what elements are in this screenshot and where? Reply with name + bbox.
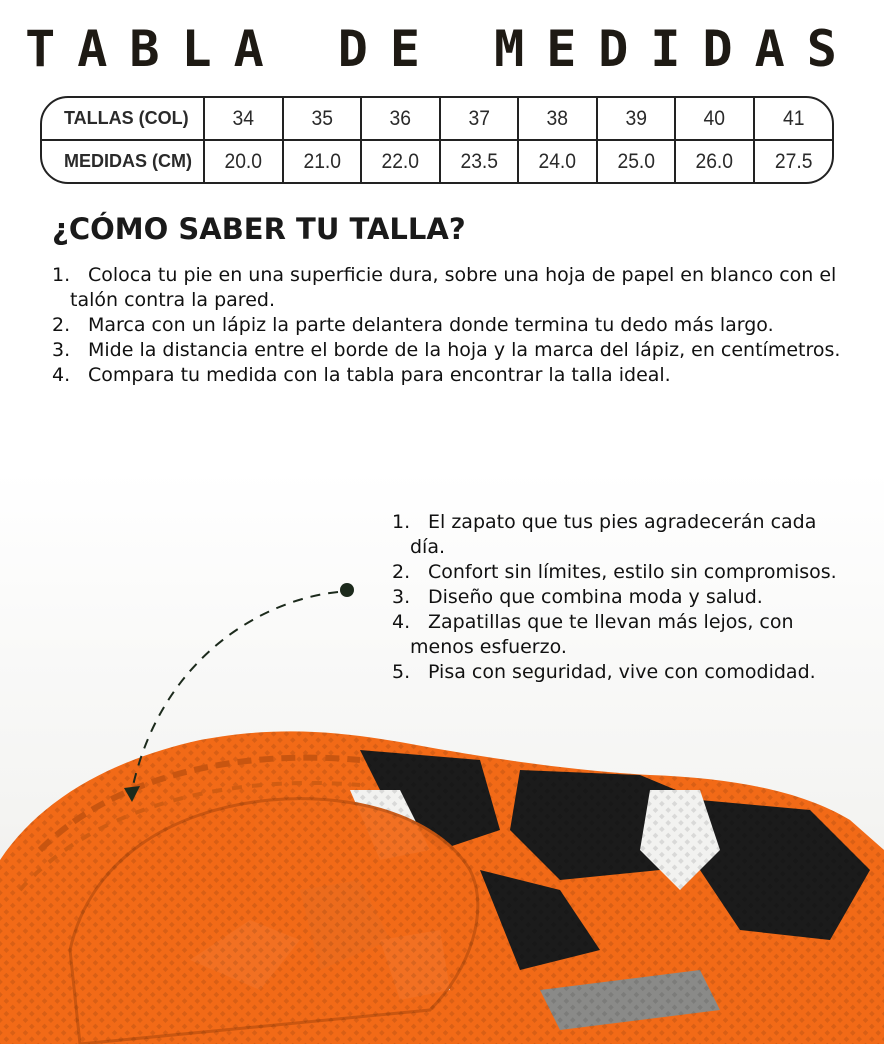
size-cell: 34 [207,98,279,140]
benefit-item: 5. Pisa con seguridad, vive con comodidad. [392,661,816,683]
measure-cell: 22.0 [364,140,436,182]
how-to-steps [52,263,852,388]
measure-cell: 26.0 [678,140,750,182]
size-chart-table [40,96,834,184]
benefit-item: 3. Diseño que combina moda y salud. [392,586,763,608]
benefits-list [392,510,852,685]
step-item: 4. Compara tu medida con la tabla para encontrar la talla ideal. [52,364,671,386]
sizes-row [42,98,832,140]
measure-cell: 21.0 [286,140,358,182]
size-cell: 36 [364,98,436,140]
measure-cell: 24.0 [521,140,593,182]
sizes-row-header: TALLAS (COL) [42,98,204,140]
size-cell: 39 [600,98,672,140]
benefit-item: 1. El zapato que tus pies agradecerán cada día. [392,511,817,558]
measures-row [42,140,832,182]
benefit-item: 4. Zapatillas que te llevan más lejos, con menos esfuerzo. [392,611,794,658]
measure-cell: 20.0 [207,140,279,182]
step-item: 1. Coloca tu pie en una superficie dura, sobre una hoja de papel en blanco con el talón contra la pared. [52,264,837,311]
size-cell: 40 [678,98,750,140]
arrow-start-dot [340,583,354,597]
step-item: 3. Mide la distancia entre el borde de la hoja y la marca del lápiz, en centímetros. [52,339,841,361]
benefit-item: 2. Confort sin límites, estilo sin compromisos. [392,561,837,583]
measure-cell: 23.5 [443,140,515,182]
how-to-heading: ¿CÓMO SABER TU TALLA? [52,212,466,246]
size-cell: 41 [757,98,829,140]
size-cell: 38 [521,98,593,140]
size-cell: 37 [443,98,515,140]
measure-cell: 25.0 [600,140,672,182]
size-cell: 35 [286,98,358,140]
step-item: 2. Marca con un lápiz la parte delantera donde termina tu dedo más largo. [52,314,774,336]
page-title: TABLA DE MEDIDAS [25,20,859,78]
measure-cell: 27.5 [774,149,813,173]
measures-row-header: MEDIDAS (CM) [42,140,204,182]
